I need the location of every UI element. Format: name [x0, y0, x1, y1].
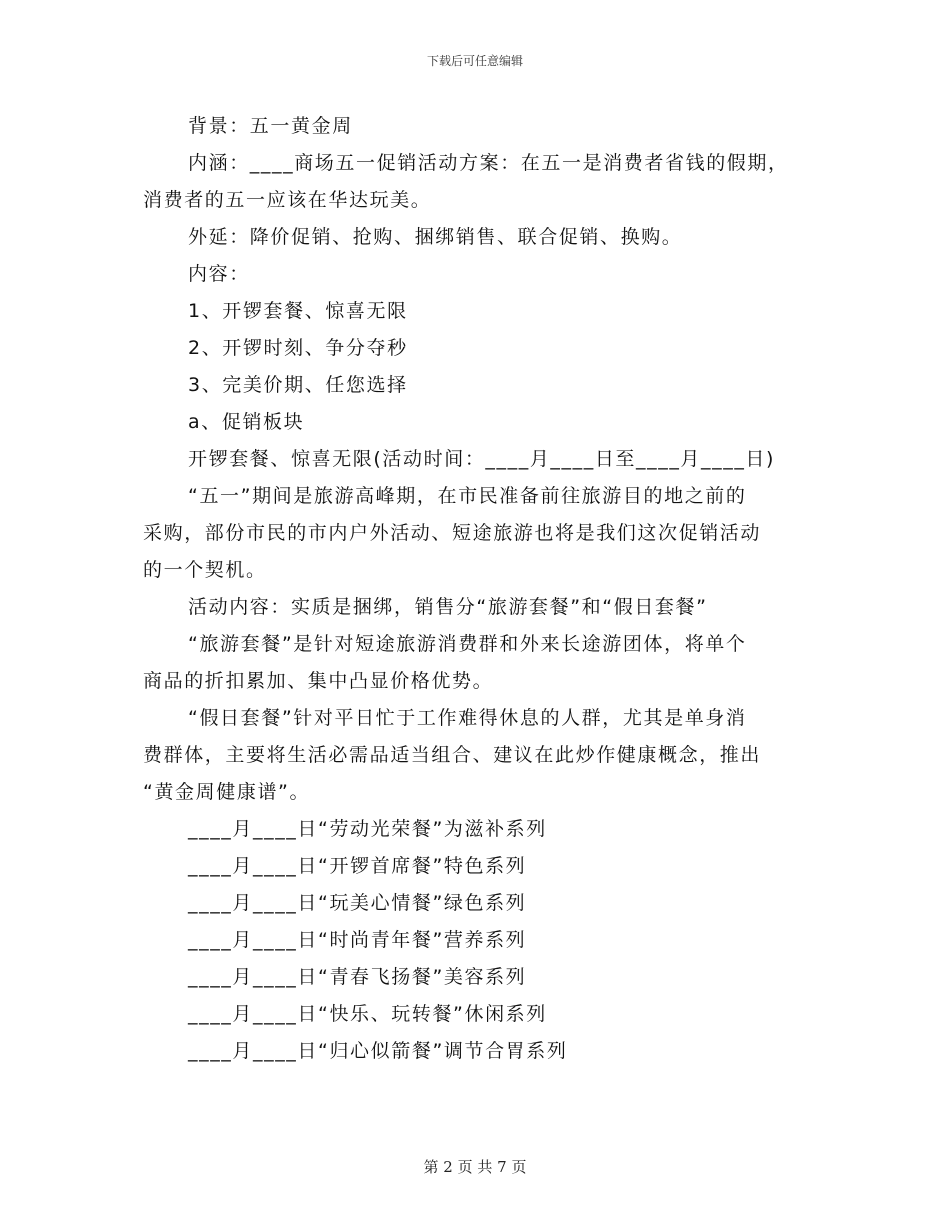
paragraph-1-line-1: 消费者的五一应该在华达玩美。 [143, 189, 432, 211]
paragraph-0-line-0: 背景：五一黄金周 [188, 115, 353, 137]
paragraph-10-line-0: 活动内容：实质是捆绑，销售分“旅游套餐”和“假日套餐” [188, 596, 708, 618]
paragraph-5-line-0: 2、开锣时刻、争分夺秒 [188, 337, 408, 359]
paragraph-6-line-0: 3、完美价期、任您选择 [188, 374, 408, 396]
paragraph-2-line-0: 外延：降价促销、抢购、捆绑销售、联合促销、换购。 [188, 226, 683, 248]
paragraph-8-line-0: 开锣套餐、惊喜无限(活动时间：____月____日至____月____日) [188, 448, 776, 470]
paragraph-18-line-0: ____月____日“快乐、玩转餐”休闲系列 [188, 1003, 547, 1025]
page-footer: 第 2 页 共 7 页 [423, 1158, 527, 1176]
paragraph-17-line-0: ____月____日“青春飞扬餐”美容系列 [188, 966, 527, 988]
page-header: 下载后可任意编辑 [426, 54, 523, 68]
paragraph-3-line-0: 内容： [188, 263, 250, 285]
paragraph-12-line-2: “黄金周健康谱”。 [143, 781, 311, 803]
paragraph-13-line-0: ____月____日“劳动光荣餐”为滋补系列 [188, 818, 547, 840]
paragraph-7-line-0: a、促销板块 [188, 411, 305, 433]
paragraph-1-line-0: 内涵：____商场五一促销活动方案：在五一是消费者省钱的假期， [188, 152, 789, 174]
paragraph-14-line-0: ____月____日“开锣首席餐”特色系列 [188, 855, 527, 877]
paragraph-12-line-0: “假日套餐”针对平日忙于工作难得休息的人群，尤其是单身消 [188, 707, 747, 729]
paragraph-15-line-0: ____月____日“玩美心情餐”绿色系列 [188, 892, 527, 914]
paragraph-11-line-0: “旅游套餐”是针对短途旅游消费群和外来长途游团体，将单个 [188, 633, 747, 655]
paragraph-9-line-2: 的一个契机。 [143, 559, 267, 581]
document-body [143, 108, 823, 1070]
paragraph-4-line-0: 1、开锣套餐、惊喜无限 [188, 300, 408, 322]
paragraph-9-line-0: “五一”期间是旅游高峰期，在市民准备前往旅游目的地之前的 [188, 485, 747, 507]
paragraph-16-line-0: ____月____日“时尚青年餐”营养系列 [188, 929, 527, 951]
paragraph-9-line-1: 采购，部份市民的市内户外活动、短途旅游也将是我们这次促销活动 [143, 522, 762, 544]
paragraph-11-line-1: 商品的折扣累加、集中凸显价格优势。 [143, 670, 494, 692]
paragraph-19-line-0: ____月____日“归心似箭餐”调节合胃系列 [188, 1040, 568, 1062]
paragraph-12-line-1: 费群体，主要将生活必需品适当组合、建议在此炒作健康概念，推出 [143, 744, 762, 766]
